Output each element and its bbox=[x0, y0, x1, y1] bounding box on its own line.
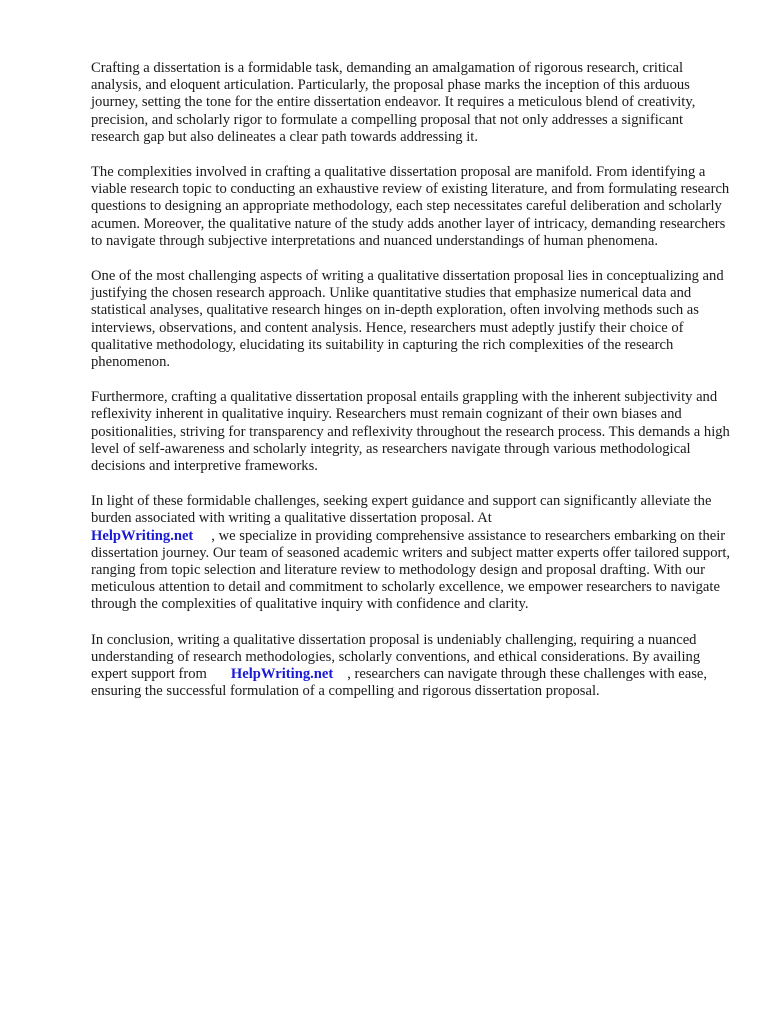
paragraph-5 bbox=[91, 493, 731, 613]
paragraph-3: One of the most challenging aspects of writing a qualitative dissertation proposal lies in conceptualizing and justifying the chosen research approach. Unlike quantitative studies that emphasize numerical data and statistical analyses, qualitative research hinges on in-depth exploration, often involving methods such as interviews, observations, and content analysis. Hence, researchers must adeptly justify their choice of qualitative methodology, elucidating its suitability in capturing the rich complexities of the research phenomenon. bbox=[91, 268, 724, 371]
paragraph-5-text-after: , we specialize in providing comprehensive assistance to researchers embarking on their dissertation journey. Our team of seasoned academic writers and subject matter experts offer tailored support, ranging from topic selection and literature review to methodology design and proposal drafting. With our meticulous attention to detail and commitment to scholarly excellence, we empower researchers to navigate through the complexities of qualitative inquiry with confidence and clarity. bbox=[91, 527, 731, 613]
helpwriting-link-2[interactable]: HelpWriting.net bbox=[230, 666, 334, 683]
paragraph-6-text-before: In conclusion, writing a qualitative dissertation proposal is undeniably challenging, requiring a nuanced understanding of research methodologies, scholarly conventions, and ethical considerations. By availing expert support from bbox=[91, 631, 701, 683]
paragraph-6 bbox=[91, 632, 731, 701]
paragraph-1: Crafting a dissertation is a formidable task, demanding an amalgamation of rigorous research, critical analysis, and eloquent articulation. Particularly, the proposal phase marks the inception of this arduous journey, setting the tone for the entire dissertation endeavor. It requires a meticulous blend of creativity, precision, and scholarly rigor to formulate a compelling proposal that not only addresses a significant research gap but also delineates a clear path towards addressing it. bbox=[91, 60, 696, 145]
paragraph-2: The complexities involved in crafting a qualitative dissertation proposal are manifold. From identifying a viable research topic to conducting an exhaustive review of existing literature, and from formulating research questions to designing an appropriate methodology, each step necessitates careful deliberation and scholarly acumen. Moreover, the qualitative nature of the study adds another layer of intricacy, demanding researchers to navigate through subjective interpretations and nuanced understandings of human phenomena. bbox=[91, 164, 730, 249]
paragraph-5-text-before: In light of these formidable challenges, seeking expert guidance and support can significantly alleviate the burden associated with writing a qualitative dissertation proposal. At bbox=[91, 493, 712, 527]
helpwriting-link[interactable]: HelpWriting.net bbox=[91, 527, 194, 544]
paragraph-4: Furthermore, crafting a qualitative dissertation proposal entails grappling with the inherent subjectivity and reflexivity inherent in qualitative inquiry. Researchers must remain cognizant of their own biases and positionalities, striving for transparency and reflexivity throughout the research process. This demands a high level of self-awareness and scholarly integrity, as researchers navigate through various methodological decisions and interpretive frameworks. bbox=[91, 389, 730, 475]
paragraph-6-text-after: , researchers can navigate through these challenges with ease, ensuring the successful formulation of a compelling and rigorous dissertation proposal. bbox=[91, 666, 708, 700]
document-page bbox=[91, 60, 731, 719]
